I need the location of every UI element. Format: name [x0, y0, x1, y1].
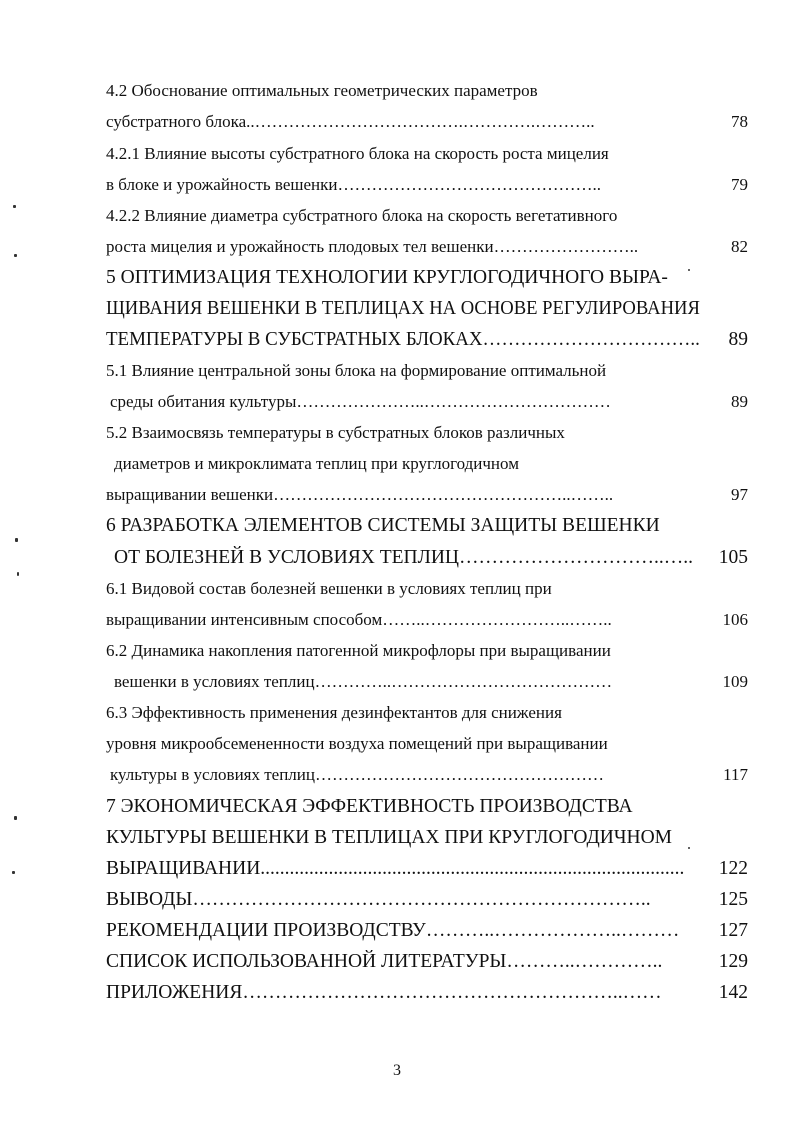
toc-entry-text: ЩИВАНИЯ ВЕШЕНКИ В ТЕПЛИЦАХ НА ОСНОВЕ РЕГУЛИРОВАНИЯ: [106, 298, 700, 319]
toc-line: [0, 760, 794, 790]
toc-entry-text: среды обитания культуры…………………..……………………………: [110, 392, 611, 411]
toc-page-number: 79: [731, 175, 748, 194]
toc-entry-text: 5 ОПТИМИЗАЦИЯ ТЕХНОЛОГИИ КРУГЛОГОДИЧНОГО ВЫРА-: [106, 267, 668, 288]
toc-line: [0, 792, 794, 822]
toc-line: [0, 356, 794, 386]
toc-page-number: 142: [718, 982, 748, 1003]
toc-entry-text: 4.2.1 Влияние высоты субстратного блока на скорость роста мицелия: [106, 144, 609, 163]
toc-entry-text: 4.2.2 Влияние диаметра субстратного блока на скорость вегетативного: [106, 206, 618, 225]
toc-entry-text: 6 РАЗРАБОТКА ЭЛЕМЕНТОВ СИСТЕМЫ ЗАЩИТЫ ВЕШЕНКИ: [106, 515, 660, 536]
toc-line: [0, 449, 794, 479]
toc-line: [0, 263, 794, 293]
toc-page-number: 109: [722, 672, 748, 691]
scan-speck: [14, 254, 17, 257]
toc-entry-text: 6.3 Эффективность применения дезинфектантов для снижения: [106, 703, 562, 722]
toc-entry-text: 4.2 Обоснование оптимальных геометрических параметров: [106, 81, 538, 100]
toc-entry-text: 5.2 Взаимосвязь температуры в субстратных блоков различных: [106, 423, 565, 442]
toc-page-number: 105: [718, 547, 748, 568]
scan-speck: [688, 269, 690, 271]
toc-page-number: 78: [731, 112, 748, 131]
toc-line: [0, 387, 794, 417]
scan-speck: [15, 538, 18, 542]
toc-line: [0, 729, 794, 759]
toc-line: [0, 170, 794, 200]
toc-entry-text: РЕКОМЕНДАЦИИ ПРОИЗВОДСТВУ………..………………..………: [106, 920, 680, 941]
toc-entry-text: 6.1 Видовой состав болезней вешенки в условиях теплиц при: [106, 579, 552, 598]
page-number: 3: [393, 1062, 401, 1079]
toc-line: [0, 947, 794, 977]
toc-line: [0, 605, 794, 635]
toc-entry-text: выращивании вешенки……………………………………………..……..: [106, 485, 614, 504]
scan-speck: [14, 816, 17, 820]
toc-page-number: 82: [731, 237, 748, 256]
toc-line: [0, 885, 794, 915]
toc-line: [0, 916, 794, 946]
toc-entry-text: СПИСОК ИСПОЛЬЗОВАННОЙ ЛИТЕРАТУРЫ………..…………..: [106, 951, 663, 972]
toc-line: [0, 854, 794, 884]
toc-entry-text: ВЫРАЩИВАНИИ.......................................................................................: [106, 858, 685, 879]
toc-line: [0, 201, 794, 231]
scan-speck: [12, 871, 15, 874]
toc-entry-text: ПРИЛОЖЕНИЯ…………………………………………………..……: [106, 982, 662, 1003]
toc-entry-text: 5.1 Влияние центральной зоны блока на формирование оптимальной: [106, 361, 607, 380]
toc-line: [0, 574, 794, 604]
toc-line: [0, 480, 794, 510]
toc-page-number: 89: [728, 329, 748, 350]
toc-line: [0, 698, 794, 728]
toc-page-number: 89: [731, 392, 748, 411]
toc-page-number: 106: [722, 610, 748, 629]
toc-entry-text: в блоке и урожайность вешенки………………………………………..: [106, 175, 601, 194]
toc-entry-text: выращивании интенсивным способом……..……………………..……..: [106, 610, 612, 629]
toc-entry-text: 6.2 Динамика накопления патогенной микрофлоры при выращивании: [106, 641, 611, 660]
toc-line: [0, 667, 794, 697]
toc-page-number: 117: [723, 765, 748, 784]
toc-page-number: 127: [718, 920, 748, 941]
toc-line: [0, 823, 794, 853]
toc-page-number: 125: [718, 889, 748, 910]
toc-page-number: 97: [731, 485, 748, 504]
toc-line: [0, 139, 794, 169]
toc-line: [0, 294, 794, 324]
toc-line: [0, 636, 794, 666]
toc-entry-text: ТЕМПЕРАТУРЫ В СУБСТРАТНЫХ БЛОКАХ……………………………..: [106, 329, 700, 350]
toc-line: [0, 76, 794, 106]
toc-entry-text: уровня микрообсемененности воздуха помещений при выращивании: [106, 734, 608, 753]
toc-entry-text: КУЛЬТУРЫ ВЕШЕНКИ В ТЕПЛИЦАХ ПРИ КРУГЛОГОДИЧНОМ: [106, 827, 673, 848]
toc-page-number: 122: [718, 858, 748, 879]
toc-line: [0, 325, 794, 355]
toc-line: [0, 511, 794, 541]
toc-page-number: 129: [718, 951, 748, 972]
toc-line: [0, 232, 794, 262]
toc-line: [0, 978, 794, 1008]
scan-speck: [688, 847, 690, 849]
toc-line: [0, 418, 794, 448]
scan-speck: [13, 205, 16, 208]
toc-entry-text: вешенки в условиях теплиц…………..…………………………………: [114, 672, 613, 691]
toc-entry-text: культуры в условиях теплиц……………………………………………: [110, 765, 604, 784]
scan-speck: [17, 572, 19, 576]
toc-entry-text: ОТ БОЛЕЗНЕЙ В УСЛОВИЯХ ТЕПЛИЦ…………………………..…..: [114, 547, 694, 568]
toc-entry-text: субстратного блока..……………………………….………….………..: [106, 112, 595, 131]
toc-entry-text: ВЫВОДЫ……………………………………………………………..: [106, 889, 651, 910]
toc-entry-text: диаметров и микроклимата теплиц при круглогодичном: [114, 454, 519, 473]
toc-line: [0, 107, 794, 137]
toc-line: [0, 543, 794, 573]
toc-entry-text: роста мицелия и урожайность плодовых тел вешенки……………………..: [106, 237, 639, 256]
toc-entry-text: 7 ЭКОНОМИЧЕСКАЯ ЭФФЕКТИВНОСТЬ ПРОИЗВОДСТВА: [106, 796, 633, 817]
